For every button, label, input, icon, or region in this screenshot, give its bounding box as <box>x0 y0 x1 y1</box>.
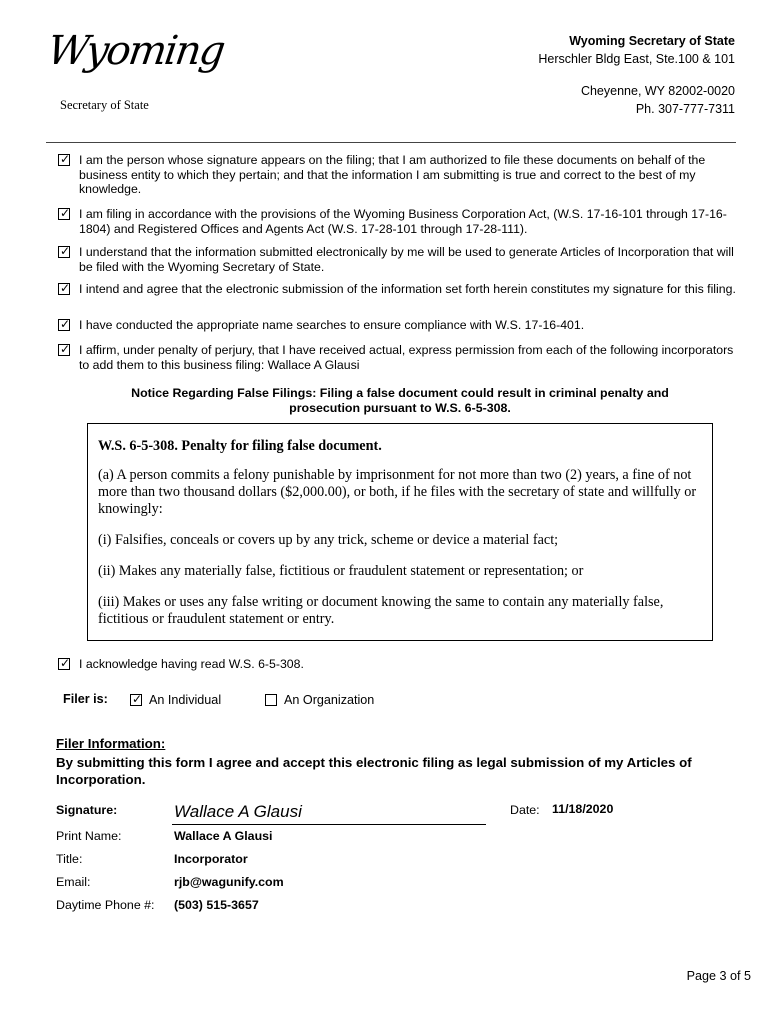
statute-paragraph-iii: (iii) Makes or uses any false writing or document knowing the same to contain any materially false, fictitious or fraudulent statement or entry. <box>98 594 664 627</box>
address-line-2: Cheyenne, WY 82002-0020 <box>580 84 735 98</box>
header-divider <box>46 142 736 143</box>
filer-statement: By submitting this form I agree and accept this electronic filing as legal submission of my Articles of Incorporation. <box>56 755 692 787</box>
checkbox-checked-icon[interactable] <box>58 319 70 331</box>
title-label: Title: <box>56 852 83 866</box>
checkbox-checked-icon[interactable] <box>130 694 142 706</box>
statute-paragraph-a: (a) A person commits a felony punishable by imprisonment for not more than two (2) years, a fine of not more than two thousand dollars ($2,000.00), or both, if he files with the secretary of state and willfully or knowingly: <box>98 467 697 517</box>
checkbox-checked-icon[interactable] <box>58 246 70 258</box>
checkbox-checked-icon[interactable] <box>58 208 70 220</box>
attestation-text: I intend and agree that the electronic submission of the information set forth herein constitutes my signature for this filing. <box>79 282 736 296</box>
print-name-label: Print Name: <box>56 829 122 843</box>
attestation-text: I am filing in accordance with the provisions of the Wyoming Business Corporation Act, (W.S. 17-16-101 through 17-16-1804) and Registered Offices and Agents Act (W.S. 17-28-101 through 17-28-111). <box>79 207 727 236</box>
signature-value: Wallace A Glausi <box>174 802 302 821</box>
wyoming-sos-logo <box>44 28 227 116</box>
statute-title: W.S. 6-5-308. Penalty for filing false document. <box>98 438 382 454</box>
print-name-value: Wallace A Glausi <box>174 829 273 843</box>
checkbox-checked-icon[interactable] <box>58 283 70 295</box>
phone-value: (503) 515-3657 <box>174 898 259 912</box>
logo-subtitle: Secretary of State <box>60 98 149 112</box>
statute-box <box>87 423 713 641</box>
acknowledge-text: I acknowledge having read W.S. 6-5-308. <box>79 657 304 671</box>
email-value: rjb@wagunify.com <box>174 875 284 889</box>
email-label: Email: <box>56 875 91 889</box>
date-value: 11/18/2020 <box>552 802 614 816</box>
filer-is-label: Filer is: <box>63 692 108 706</box>
attestation-text: I have conducted the appropriate name searches to ensure compliance with W.S. 17-16-401. <box>79 318 585 332</box>
office-phone: Ph. 307-777-7311 <box>635 102 735 116</box>
attestation-text: I affirm, under penalty of perjury, that I have received actual, express permission from each of the following incorporators to add them to this business filing: Wallace A Glausi <box>79 343 734 372</box>
checkbox-checked-icon[interactable] <box>58 154 70 166</box>
attestation-text: I am the person whose signature appears on the filing; that I am authorized to file these documents on behalf of the business entity to which they pertain; and that the information I am submitting is true and correct to the best of my knowledge. <box>79 153 706 197</box>
filer-information-heading: Filer Information: <box>56 736 166 751</box>
statute-paragraph-i: (i) Falsifies, conceals or covers up by any trick, scheme or device a material fact; <box>98 532 559 548</box>
checkbox-unchecked-icon[interactable] <box>265 694 277 706</box>
page-number: Page 3 of 5 <box>686 969 751 983</box>
checkbox-checked-icon[interactable] <box>58 344 70 356</box>
attestation-text: I understand that the information submitted electronically by me will be used to generate Articles of Incorporation that will be filed with the Wyoming Secretary of State. <box>79 245 734 274</box>
signature-label: Signature: <box>56 803 118 817</box>
office-name: Wyoming Secretary of State <box>569 34 735 48</box>
option-label: An Individual <box>149 693 222 707</box>
checkbox-checked-icon[interactable] <box>58 658 70 670</box>
office-address-block <box>538 32 735 118</box>
phone-label: Daytime Phone #: <box>56 898 155 912</box>
option-label: An Organization <box>284 693 375 707</box>
statute-paragraph-ii: (ii) Makes any materially false, fictitious or fraudulent statement or representation; or <box>98 563 584 579</box>
date-label: Date: <box>510 803 540 817</box>
logo-script-text: Wyoming <box>44 28 227 74</box>
address-line-1: Herschler Bldg East, Ste.100 & 101 <box>538 52 735 66</box>
false-filing-notice: Notice Regarding False Filings: Filing a false document could result in criminal penalty and prosecution pursuant to W.S. 6-5-308. <box>131 386 669 415</box>
signature-line <box>172 824 486 825</box>
title-value: Incorporator <box>174 852 248 866</box>
